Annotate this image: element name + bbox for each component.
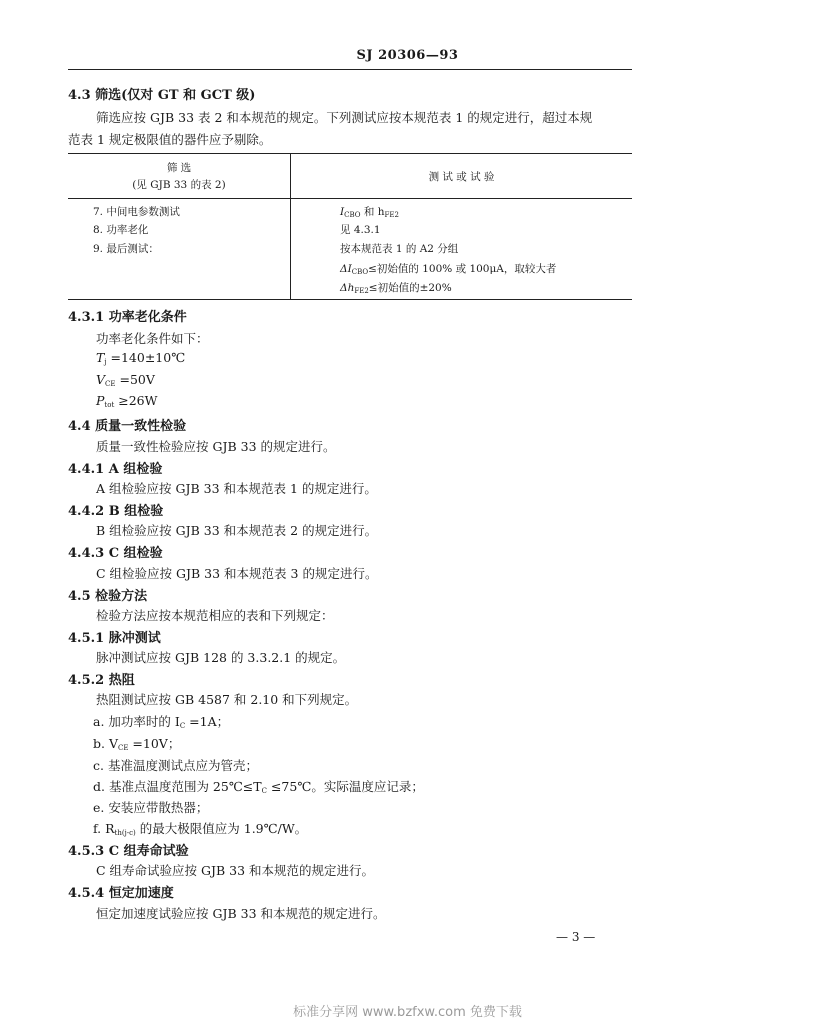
list-item: d. 基准点温度范围为 $25℃\le T_C$ ≤75℃。实际温度应记录； [93, 779, 424, 795]
document-id: SJ 20306—93 [356, 48, 459, 63]
table-cell-screen: 7. 中间电参数测试 [93, 206, 180, 218]
table-cell-test: $\Delta h_{FE2}\le$初始值的±20% [340, 282, 452, 295]
section-4-4-3-heading: 4.4.3 C 组检验 [68, 546, 163, 561]
table-col2-title: 测 试 或 试 验 [428, 171, 495, 183]
section-4-3-para-line2: 范表 1 规定极限值的器件应予剔除。 [68, 132, 272, 147]
table-col1-title: 筛 选 [166, 162, 192, 174]
table-cell-screen: 9. 最后测试： [93, 243, 159, 255]
table-cell-test: 见 4.3.1 [340, 224, 381, 236]
section-4-4-heading: 4.4 质量一致性检验 [68, 419, 187, 434]
section-4-4-text: 质量一致性检验应按 GJB 33 的规定进行。 [96, 439, 336, 454]
watermark-footer: 标准分享网 www.bzfxw.com 免费下载 [293, 1005, 522, 1020]
section-4-4-1-heading: 4.4.1 A 组检验 [68, 462, 163, 477]
table-cell-test: $\Delta I_{CBO}\le$初始值的 100% 或 100μA，取较大者 [340, 263, 557, 276]
table-header-rule [68, 198, 632, 199]
page-number: — 3 — [556, 930, 596, 944]
section-4-5-2-heading: 4.5.2 热阻 [68, 673, 135, 688]
section-4-4-2-heading: 4.4.2 B 组检验 [68, 504, 164, 519]
table-cell-test: 按本规范表 1 的 A2 分组 [340, 243, 459, 255]
section-4-5-1-heading: 4.5.1 脉冲测试 [68, 631, 161, 646]
section-4-4-2-text: B 组检验应按 GJB 33 和本规范表 2 的规定进行。 [96, 523, 378, 538]
list-item: e. 安装应带散热器； [93, 800, 209, 815]
section-4-4-3-text: C 组检验应按 GJB 33 和本规范表 3 的规定进行。 [96, 566, 378, 581]
table-col1-subtitle: (见 GJB 33 的表 2) [132, 179, 226, 191]
section-4-3-1-intro: 功率老化条件如下： [96, 331, 209, 346]
section-4-5-text: 检验方法应按本规范相应的表和下列规定： [96, 608, 334, 623]
list-item: b. $V_{CE} =10V$； [93, 736, 181, 752]
section-4-5-3-text: C 组寿命试验应按 GJB 33 和本规范的规定进行。 [96, 863, 375, 878]
list-item: f. $R_{th(j-c)}$ 的最大极限值应为 1.9℃/W。 [93, 821, 308, 837]
section-4-3-para-line1: 筛选应按 GJB 33 表 2 和本规范的规定。下列测试应按本规范表 1 的规定进行，超过本规 [96, 110, 593, 125]
table-cell-test: $I_{CBO}$ 和 $h_{FE2}$ [340, 206, 399, 219]
condition-vce: $V_{CE} =50V$ [96, 372, 155, 388]
section-4-4-1-text: A 组检验应按 GJB 33 和本规范表 1 的规定进行。 [96, 481, 377, 496]
section-4-5-heading: 4.5 检验方法 [68, 589, 148, 604]
header-rule [68, 69, 632, 70]
condition-junction-temp: $T_j$ =140±10℃ [96, 350, 186, 366]
section-4-5-4-heading: 4.5.4 恒定加速度 [68, 886, 174, 901]
condition-ptot: $P_{tot} \ge 26W$ [96, 393, 158, 409]
table-bottom-rule [68, 299, 632, 300]
section-4-3-heading: 4.3 筛选(仅对 GT 和 GCT 级) [68, 88, 256, 103]
section-4-5-1-text: 脉冲测试应按 GJB 128 的 3.3.2.1 的规定。 [96, 650, 346, 665]
section-4-5-4-text: 恒定加速度试验应按 GJB 33 和本规范的规定进行。 [96, 906, 386, 921]
list-item: c. 基准温度测试点应为管壳； [93, 758, 258, 773]
section-4-5-3-heading: 4.5.3 C 组寿命试验 [68, 844, 189, 859]
list-item: a. 加功率时的 $I_C =1A$； [93, 714, 230, 730]
section-4-3-1-heading: 4.3.1 功率老化条件 [68, 310, 187, 325]
section-4-5-2-text: 热阻测试应按 GB 4587 和 2.10 和下列规定。 [96, 692, 358, 707]
table-cell-screen: 8. 功率老化 [93, 224, 149, 236]
table-top-rule [68, 153, 632, 154]
